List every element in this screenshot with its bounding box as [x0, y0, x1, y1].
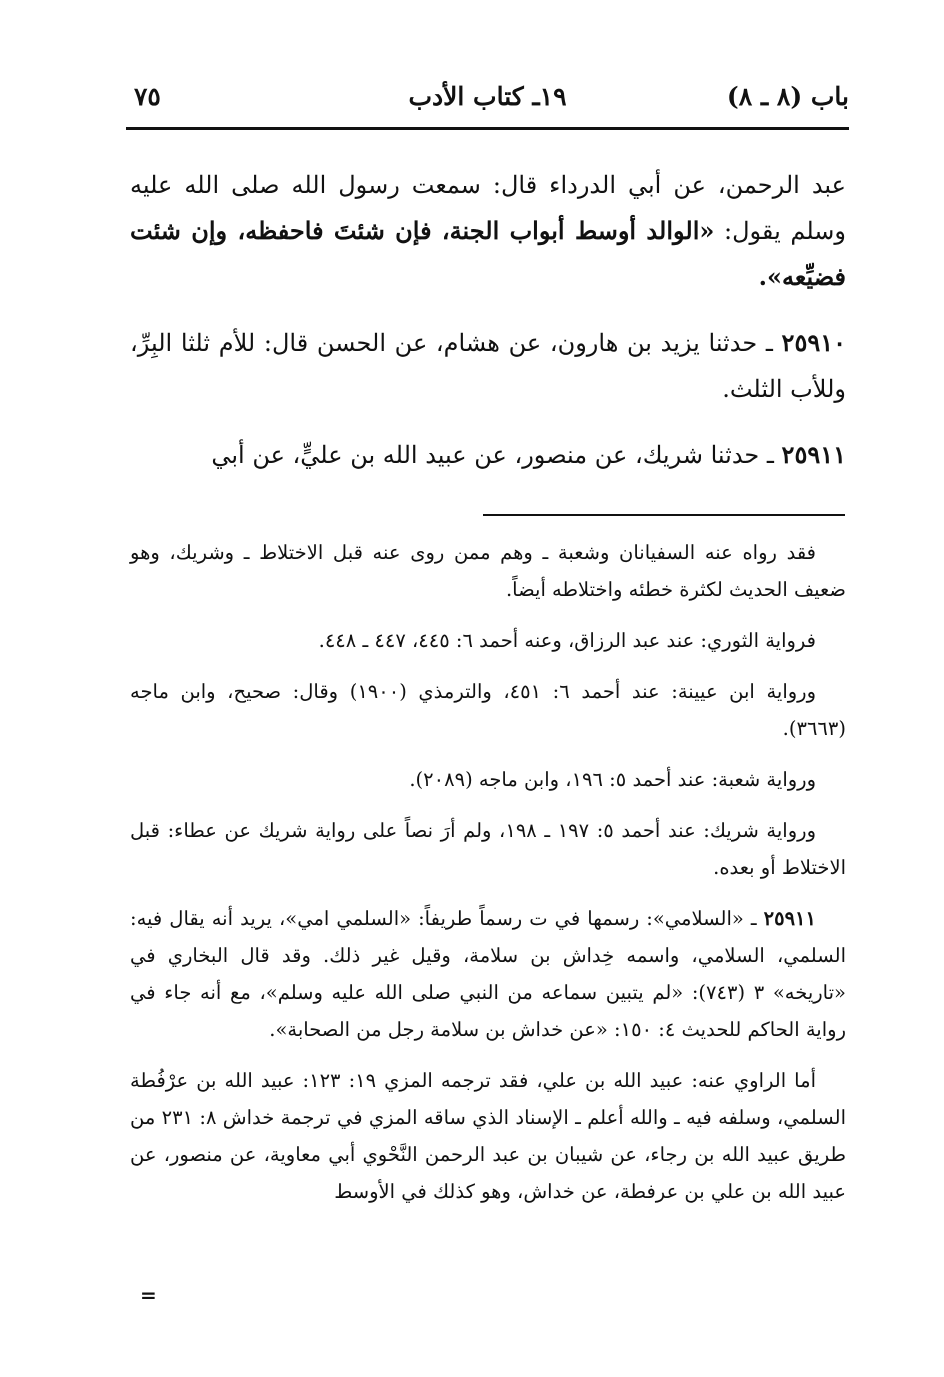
main-text	[130, 162, 846, 498]
footnote-paragraph: ورواية ابن عيينة: عند أحمد ٦: ٤٥١، والترمذي (١٩٠٠) وقال: صحيح، وابن ماجه (٣٦٦٣).	[130, 680, 846, 740]
page-number: ٧٥	[134, 82, 161, 111]
footnote-paragraph: أما الراوي عنه: عبيد الله بن علي، فقد ترجمه المزي ١٩: ١٢٣: عبيد الله بن عرْفُطة السلمي، وسلفه فيه ـ والله أعلم ـ الإسناد الذي ساقه المزي في ترجمة خداش ٨: ٢٣١ من طريق عبيد الله بن رجاء، عن شيبان بن عبد الرحمن النَّحْوي أبي معاوية، عن منصور، عن عبيد الله بن علي بن عرفطة، عن خداش، وهو كذلك في الأوسط	[130, 1069, 846, 1203]
hadith-number: ٢٥٩١٠	[781, 328, 846, 357]
paragraph-continuation	[130, 162, 846, 300]
page-header	[126, 82, 849, 122]
hadith-25910	[130, 320, 846, 412]
footnote-paragraph: ورواية شعبة: عند أحمد ٥: ١٩٦، وابن ماجه (٢٠٨٩).	[409, 768, 816, 791]
continuation-mark: =	[140, 1283, 157, 1307]
hadith-text: ـ حدثنا شريك، عن منصور، عن عبيد الله بن عليٍّ، عن أبي	[211, 441, 782, 469]
header-divider	[126, 127, 849, 130]
footnote-25911	[130, 900, 846, 1048]
footnotes	[130, 534, 846, 1224]
footnote-number: ٢٥٩١١	[763, 907, 816, 930]
chapter-reference: باب (٨ ـ ٨)	[726, 82, 849, 111]
hadith-25911	[130, 432, 846, 478]
footnote-paragraph: فرواية الثوري: عند عبد الرزاق، وعنه أحمد ٦: ٤٤٥، ٤٤٧ ـ ٤٤٨.	[318, 629, 816, 652]
hadith-number: ٢٥٩١١	[781, 440, 846, 469]
hadith-quote: «الوالد أوسط أبواب الجنة، فإن شئتَ فاحفظه، وإن شئت فضيِّعه».	[130, 216, 846, 291]
paragraph-text: عبد الرحمن، عن أبي الدرداء قال: سمعت رسول الله صلى الله عليه وسلم يقول:	[130, 171, 846, 245]
book-title: ١٩ـ كتاب الأدب	[408, 82, 567, 111]
footnote-paragraph: فقد رواه عنه السفيانان وشعبة ـ وهم ممن روى عنه قبل الاختلاط ـ وشريك، وهو ضعيف الحديث لكثرة خطئه واختلاطه أيضاً.	[130, 541, 846, 601]
footnote-divider	[483, 514, 845, 516]
footnote-text: ـ «السلامي»: رسمها في ت رسماً طريفاً: «السلمي امي»، يريد أنه يقال فيه: السلمي، السلامي، واسمه خِداش بن سلامة، وقيل غير ذلك. وقد قال البخاري في «تاريخه» ٣ (٧٤٣): «لم يتبين سماعه من النبي صلى الله عليه وسلم»، مع أنه جاء في رواية الحاكم للحديث ٤: ١٥٠: «عن خداش بن سلامة رجل من الصحابة».	[130, 907, 846, 1041]
hadith-text: ـ حدثنا يزيد بن هارون، عن هشام، عن الحسن قال: للأم ثلثا البِرِّ، وللأب الثلث.	[130, 329, 846, 403]
footnote-paragraph: ورواية شريك: عند أحمد ٥: ١٩٧ ـ ١٩٨، ولم أرَ نصاً على رواية شريك عن عطاء: قبل الاختلاط أو بعده.	[130, 819, 846, 879]
